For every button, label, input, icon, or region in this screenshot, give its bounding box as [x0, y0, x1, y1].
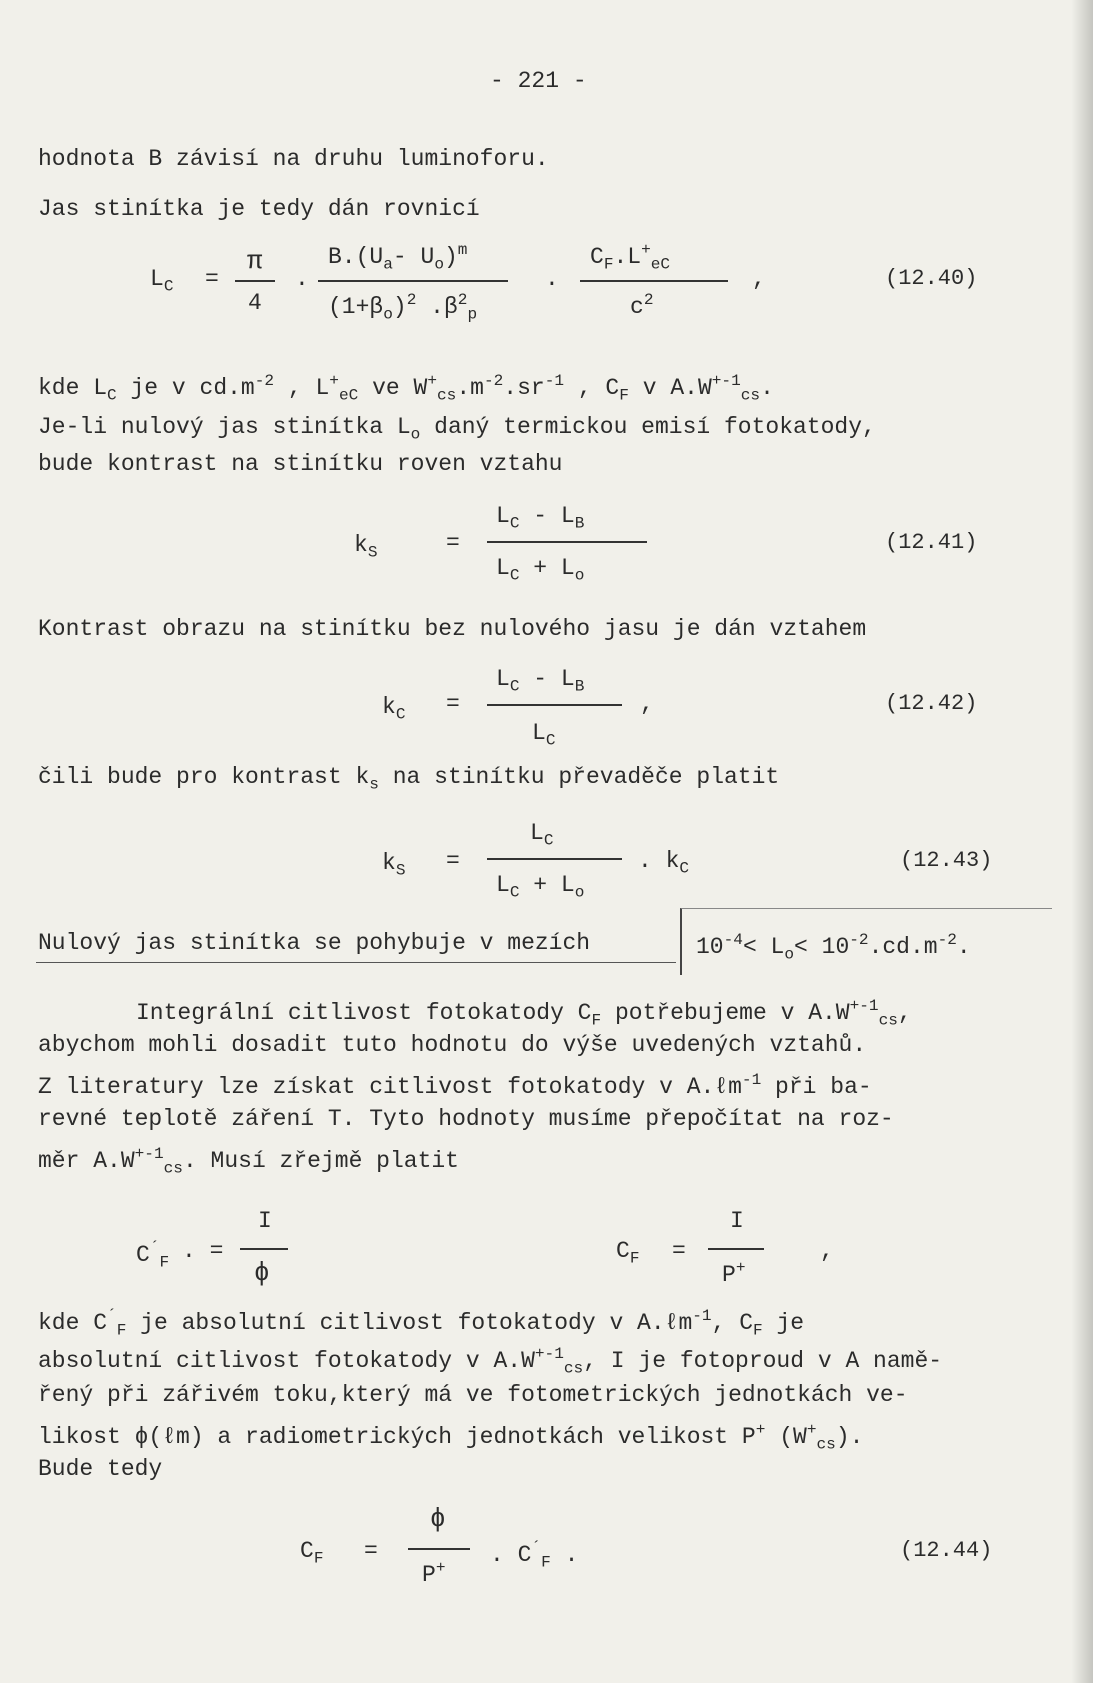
eqcf2-lhs: C — [616, 1238, 630, 1264]
eqcf2-denominator: P+ — [722, 1259, 746, 1288]
text-paragraph-1-line-4: revné teplotě záření T. Tyto hodnoty musíme přepočítat na roz- — [38, 1106, 894, 1132]
underline-nulovy-jas — [36, 962, 676, 963]
eq43-lhs: k — [382, 850, 396, 876]
eq43-bar — [487, 858, 622, 860]
eqcf1-lhs: C — [136, 1241, 150, 1268]
eq44-equals: = — [364, 1538, 378, 1564]
eq40-f3-numerator: $C_F.L^+_{eC}$ — [590, 241, 671, 274]
eq42-comma: , — [640, 691, 654, 717]
document-page: - 221 - hodnota B závisí na druhu luminoforu. Jas stinítka je tedy dán rovnicí $L_C$ = π 4 . $B.(U_a-$ $U_o)^m$ $(1+\beta_o)^2$ $.\beta^2_p$ . $C_F.L^+_{eC}$ $c^2$ , (12.40) kde $L_C$ je v $cd.m^{-2}$ , $L^+_{eC}$ ve $W^+_{cs}.m^{-2}.sr^{-1}$ , $C_F$ v $A.W^{+-1}_{cs}$. Je-li nulový jas stinítka $L_o$ daný termickou emisí fotokatody, bude kontrast na stinítku roven vztahu $k_S$ = $L_C - L_B$ $L_C + L_o$ (12.41) Kontrast obrazu na stinítku bez nulového jasu je dán vztahem $k_C$ = $L_C - L_B$ $L_C$ , (12.42) čili bude pro kontrast $k_s$ na stinítku převaděče platit $k_S$ = $L_C$ $L_C + L_o$ . $k_C$ (12.43) Nulový jas stinítka se pohybuje v mezích $10^{-4}< L_o< 10^{-2}.cd.m^{-2}$. Integrální citlivost fotokatody $C_F$ potřebujeme v $A.W^{+-1}_{cs}$, abychom mohli dosadit tuto hodnotu do výše uvedených vztahů. Z literatury lze získat citlivost fotokatody v A.ℓm$^{-1}$ při ba- revné teplotě záření T. Tyto hodnoty musíme přepočítat na roz- měr $A.W^{+-1}_{cs}$. Musí zřejmě platit $C^´_F$ . = I ϕ $C_F$ = I P+ , kde $C^´_F$ je absolutní citlivost fotokatody v A.ℓm$^{-1}$, $C_F$ je absolutní citlivost fotokatody v $A.W^{+-1}_{cs}$, I je fotoproud v A namě- řený při zářivém toku,který má ve fotometrických jednotkách ve- likost ϕ(ℓm) a radiometrických jednotkách velikost P+ $(W^+_{cs})$. Bude tedy $C_F$ = ϕ P+ . $C^´_F$ . (12.44) — [0, 0, 1093, 1683]
eq40-lhs: L — [150, 266, 164, 292]
eq42-denominator: $L_C$ — [532, 720, 556, 750]
eq41-bar — [487, 541, 647, 543]
eq43-numerator: $L_C$ — [530, 820, 554, 850]
text-line-2: Jas stinítka je tedy dán rovnicí — [38, 196, 480, 222]
eq43-rhs: . $k_C$ — [638, 848, 690, 878]
eq40-number: (12.40) — [885, 266, 978, 291]
eqcf2-equals: = — [672, 1238, 686, 1264]
eq40-f3-bar — [580, 280, 728, 282]
page-edge-shadow — [1071, 0, 1093, 1683]
eqcf1-bar — [240, 1248, 288, 1250]
eq44-lhs: C — [300, 1538, 314, 1564]
eq40-f2-bar — [318, 280, 508, 282]
page-number: - 221 - — [490, 68, 587, 94]
eqcf1-equals: . = — [182, 1238, 224, 1264]
eq42-bar — [487, 704, 622, 706]
eq44-rhs: . $C^´_F$ . — [490, 1539, 579, 1572]
eq40-f2-numerator: $B.(U_a-$ $U_o)^m$ — [328, 241, 468, 274]
eq41-lhs: k — [354, 532, 368, 558]
text-paragraph-1-line-2: abychom mohli dosadit tuto hodnotu do výše uvedených vztahů. — [38, 1032, 867, 1058]
eq42-equals: = — [446, 691, 460, 717]
text-paragraph-2-line-2: absolutní citlivost fotokatody v $A.W^{+-1}_{cs}$, I je fotoproud v A namě- — [38, 1345, 943, 1378]
eq41-number: (12.41) — [885, 530, 978, 555]
eq44-number: (12.44) — [900, 1538, 993, 1563]
text-line-7: čili bude pro kontrast $k_s$ na stinítku převaděče platit — [38, 764, 780, 794]
eq44-numerator: ϕ — [430, 1504, 446, 1534]
text-paragraph-1-line-5: měr $A.W^{+-1}_{cs}$. Musí zřejmě platit — [38, 1145, 459, 1178]
eq42-lhs: k — [382, 694, 396, 720]
text-line-units: kde $L_C$ je v $cd.m^{-2}$ , $L^+_{eC}$ ve $W^+_{cs}.m^{-2}.sr^{-1}$ , $C_F$ v $A.W^{+-1}_{cs}$. — [38, 372, 774, 405]
text-paragraph-2-line-1: kde $C^´_F$ je absolutní citlivost fotokatody v A.ℓm$^{-1}$, $C_F$ je — [38, 1307, 805, 1340]
eq40-f1-numerator: π — [247, 246, 263, 276]
text-line-8: Nulový jas stinítka se pohybuje v mezích — [38, 930, 591, 956]
eq40-f2-denominator: $(1+\beta_o)^2$ $.\beta^2_p$ — [328, 291, 478, 324]
eq43-number: (12.43) — [900, 848, 993, 873]
eqcf2-numerator: I — [730, 1208, 744, 1234]
eq42-number: (12.42) — [885, 691, 978, 716]
text-paragraph-2-line-5: Bude tedy — [38, 1456, 163, 1482]
eq44-denominator: P+ — [422, 1559, 446, 1588]
eq40-lhs-sub: C — [163, 277, 174, 296]
text-paragraph-2-line-4: likost ϕ(ℓm) a radiometrických jednotkách velikost P+ $(W^+_{cs})$. — [38, 1421, 864, 1454]
eq40-comma: , — [752, 266, 766, 292]
text-line-4: Je-li nulový jas stinítka $L_o$ daný termickou emisí fotokatody, — [38, 414, 876, 444]
eq43-equals: = — [446, 848, 460, 874]
eqcf2-bar — [708, 1248, 764, 1250]
eq40-f1-denominator: 4 — [248, 290, 262, 316]
limits-text: $10^{-4}< L_o< 10^{-2}.cd.m^{-2}$. — [696, 931, 971, 964]
eq41-equals: = — [446, 530, 460, 556]
eq40-f1-bar — [235, 280, 275, 282]
eq43-denominator: $L_C + L_o$ — [496, 872, 585, 902]
text-paragraph-1-line-3: Z literatury lze získat citlivost fotokatody v A.ℓm$^{-1}$ při ba- — [38, 1071, 872, 1100]
eqcf2-comma: , — [820, 1238, 834, 1264]
text-paragraph-2-line-3: řený při zářivém toku,který má ve fotometrických jednotkách ve- — [38, 1382, 908, 1408]
eq40-dot2: . — [545, 266, 559, 292]
text-paragraph-1-line-1: Integrální citlivost fotokatody $C_F$ potřebujeme v $A.W^{+-1}_{cs}$, — [136, 997, 912, 1030]
eqcf1-denominator: ϕ — [254, 1258, 270, 1288]
eq40-f3-denominator: $c^2$ — [630, 291, 654, 320]
eq41-denominator: $L_C + L_o$ — [496, 555, 585, 585]
text-line-1: hodnota B závisí na druhu luminoforu. — [38, 146, 549, 172]
eq44-bar — [408, 1548, 470, 1550]
eq40-dot1: . — [295, 266, 309, 292]
eq40-equals: = — [205, 266, 219, 292]
text-line-5: bude kontrast na stinítku roven vztahu — [38, 451, 563, 477]
eq42-numerator: $L_C - L_B$ — [496, 666, 585, 696]
eq41-numerator: $L_C - L_B$ — [496, 503, 585, 533]
text-line-6: Kontrast obrazu na stinítku bez nulového jasu je dán vztahem — [38, 616, 867, 642]
eqcf1-numerator: I — [258, 1208, 272, 1234]
